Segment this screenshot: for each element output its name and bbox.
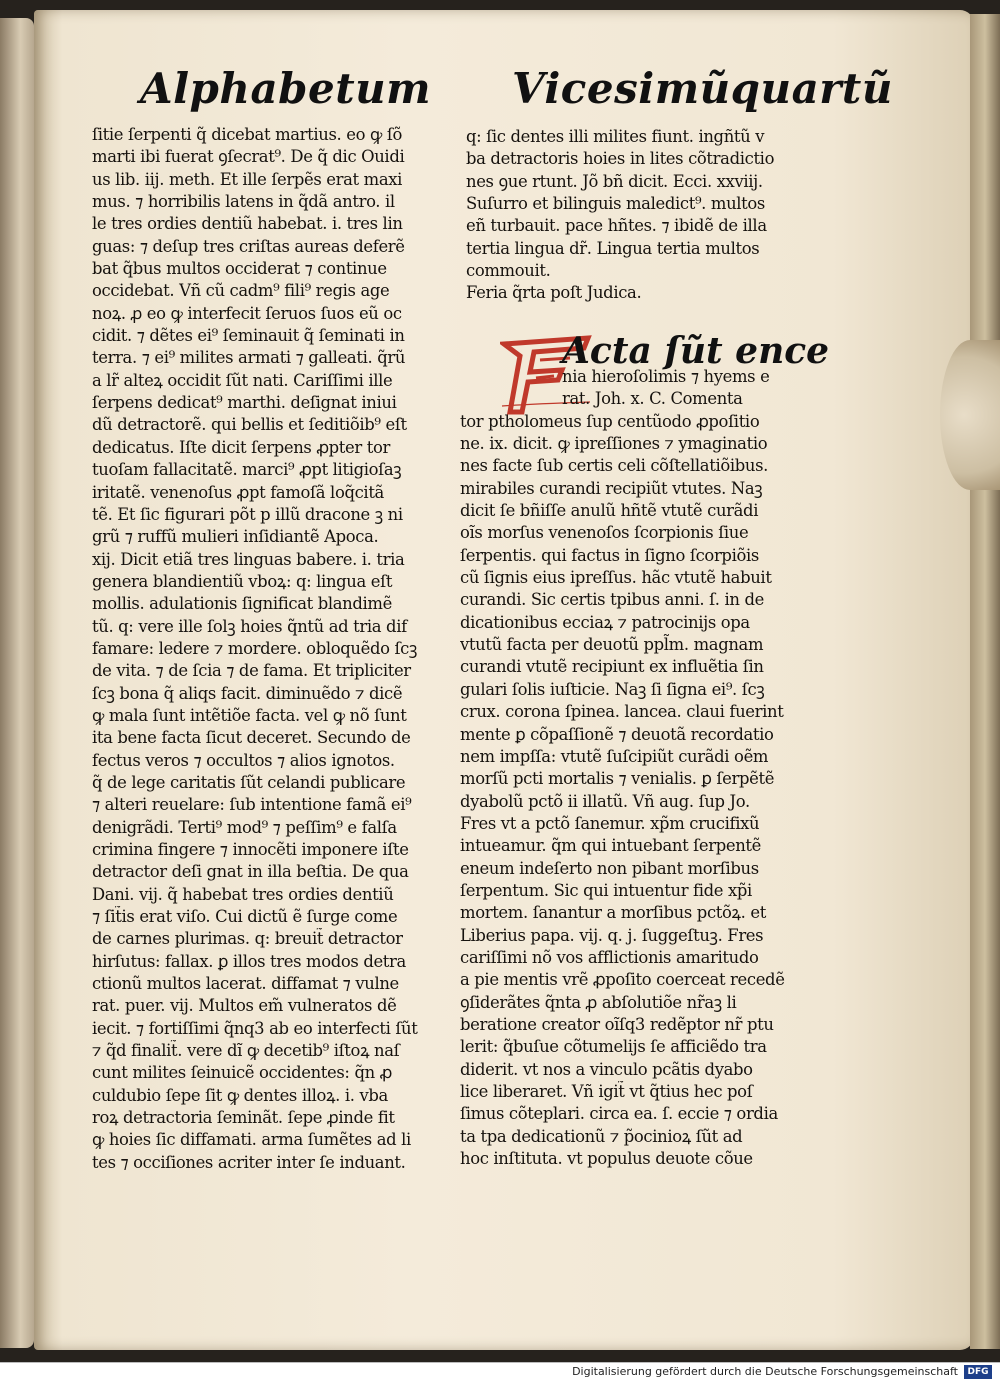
text-line: dedicatus. Iſte dicit ſerpens ꝓpter tor — [92, 437, 390, 457]
text-line: gulari ſolis iuſticie. Naꝫ ſi ſigna ei⁹. ſcꝫ — [460, 679, 765, 699]
text-line: rat. Joh. x. C. Comenta — [562, 389, 743, 409]
text-line: oĩs morſus venenoſos ſcorpionis ſiue — [460, 523, 749, 543]
text-line: mollis. adulationis ſignificat blandimẽ — [92, 594, 392, 614]
page-clip — [940, 340, 1000, 490]
text-line: a lr̃ alteꝝ occidit ſũt nati. Cariſſimi ille — [92, 370, 393, 390]
text-line: vtutũ facta per deuotũ ppl̃m. magnam — [460, 635, 764, 655]
text-line: curandi. Sic certis tpibus anni. ſ. in de — [460, 590, 764, 610]
text-line: ita bene facta ſicut deceret. Secundo de — [92, 728, 411, 748]
text-line: ſimus cõteplari. circa ea. ſ. eccie ⁊ ordia — [460, 1104, 778, 1124]
text-line: morſũ pcti mortalis ⁊ venialis. ꝑ ſerpẽtẽ — [460, 769, 775, 789]
text-line: ctionũ multos lacerat. diffamat ⁊ vulne — [92, 974, 399, 994]
text-line: roꝝ detractoria ſeminãt. ſepe ꝓinde fit — [92, 1108, 395, 1128]
text-line: hoc inſtituta. vt populus deuote cõue — [460, 1149, 753, 1169]
dfg-logo: DFG — [964, 1365, 992, 1379]
text-line: genera blandientiũ vboꝝ: q: lingua eſt — [92, 571, 393, 591]
text-line: ſitie ſerpenti q̃ dicebat martius. eo ꝙ ſõ — [92, 125, 403, 144]
text-line: occidebat. Vñ cũ cadm⁹ fili⁹ regis age — [92, 281, 390, 301]
text-line: de vita. ⁊ de ſcia ⁊ de fama. Et tripliciter — [92, 661, 411, 681]
text-line: Fres vt a pctõ ſanemur. xp̃m crucifixũ — [460, 813, 760, 833]
text-line: beratione creator oĩſq3 redẽptor nr̃ ptu — [460, 1014, 774, 1034]
text-line: famare: ledere ⁊ mordere. obloquẽdo ſcꝫ — [92, 638, 418, 658]
text-line: ſerpens dedicat⁹ marthi. deſignat iniui — [92, 393, 397, 413]
text-line: ꝯſiderãtes q̃nta ꝓ abſolutiõe nr̃aꝫ li — [460, 992, 737, 1012]
text-line: de carnes plurimas. q: breuit̃ detractor — [92, 929, 403, 949]
text-line: guas: ⁊ deſup tres criſtas aureas deferẽ — [92, 236, 405, 256]
text-line: xij. Dicit etiã tres linguas babere. i. tria — [92, 549, 405, 569]
text-line: cidit. ⁊ dẽtes ei⁹ ſeminauit q̃ ſeminati in — [92, 326, 405, 346]
text-line: q̃ de lege caritatis ſũt celandi publicare — [92, 772, 406, 792]
text-line: iecit. ⁊ fortiſſimi q̃nq3 ab eo interfecti ſũt — [92, 1018, 418, 1038]
text-line: ta tpa dedicationũ ⁊ p̃ocinioꝝ ſũt ad — [460, 1126, 743, 1146]
left-page-edge — [0, 18, 34, 1348]
text-line: mortem. ſanantur a morſibus pctõꝝ. et — [460, 903, 766, 923]
text-line: bat q̃bus multos occiderat ⁊ continue — [92, 259, 387, 279]
text-line: noꝝ. ꝓ eo ꝙ interfecit ſeruos ſuos eũ oc — [92, 303, 402, 323]
right-column-main — [460, 366, 832, 1170]
text-line: Liberius papa. vij. q. j. ſuggeſtuꝫ. Fres — [460, 925, 764, 945]
text-line: curandi vtutẽ recipiunt ex influẽtia ſin — [460, 657, 764, 677]
right-column-top — [466, 126, 832, 305]
text-line: q: ſic dentes illi milites fiunt. ingñtũ v — [466, 127, 765, 146]
text-line: nes facte ſub certis celi cõſtellatiõibus. — [460, 456, 769, 476]
text-line: denigrãdi. Terti⁹ mod⁹ ⁊ peſſim⁹ e falſa — [92, 817, 397, 837]
text-line: ⁊ q̃d finalit̃. vere dĩ ꝙ decetib⁹ iſtoꝝ naſ — [92, 1041, 400, 1061]
text-line: mente ꝑ cõpaſſionẽ ⁊ deuotã recordatio — [460, 724, 774, 744]
text-line: us lib. iij. meth. Et ille ſerpẽs erat maxi — [92, 169, 403, 189]
text-line: Feria q̃rta poſt Judica. — [466, 283, 642, 303]
text-line: intueamur. q̃m qui intuebant ſerpentẽ — [460, 836, 762, 856]
text-line: dicit ſe bñiſſe anulũ hñtẽ vtutẽ curãdi — [460, 501, 759, 521]
text-line: tũ. q: vere ille ſolꝫ hoies q̃ntũ ad tria dif — [92, 616, 407, 636]
text-line: iritatẽ. venenoſus ꝓpt famoſã loq̃citã — [92, 482, 384, 502]
text-line: lerit: q̃buſue cõtumelijs ſe afficiẽdo tra — [460, 1037, 767, 1057]
text-line: ꝙ mala ſunt intẽtiõe facta. vel ꝙ nõ ſunt — [92, 705, 407, 725]
text-line: mus. ⁊ horribilis latens in q̃dã antro. il — [92, 192, 395, 212]
incipit-phrase: Acta ſũt ence — [562, 330, 830, 372]
text-line: grũ ⁊ ruffũ mulieri inſidiantẽ Apoca. — [92, 527, 379, 547]
text-line: nia hieroſolimis ⁊ hyems e — [562, 367, 770, 386]
text-line: cunt milites ſeinuicẽ occidentes: q̃n ꝓ — [92, 1063, 393, 1083]
text-line: mirabiles curandi recipiũt vtutes. Naꝫ — [460, 478, 763, 498]
text-line: ſerpentis. qui factus in ſigno ſcorpiõis — [460, 545, 759, 565]
text-line: nes ꝯue rtunt. Jõ bñ dicit. Ecci. xxviij. — [466, 171, 763, 191]
text-line: tertia lingua dr̃. Lingua tertia multos — [466, 238, 760, 258]
text-line: tor ptholomeus ſup centũodo ꝓpoſitio — [460, 411, 760, 431]
text-line: tuoſam fallacitatẽ. marci⁹ ꝓpt litigioſaꝫ — [92, 460, 402, 480]
text-line: dũ detractorẽ. qui bellis et ſeditiõib⁹ eſt — [92, 415, 407, 435]
text-line: ⁊ alteri reuelare: ſub intentione famã ei⁹ — [92, 795, 412, 815]
footer-bar — [0, 1362, 1000, 1382]
text-line: marti ibi fuerat ꝯſecrat⁹. De q̃ dic Ouidi — [92, 147, 405, 167]
running-head-right: Vicesimũquartũ — [512, 64, 893, 113]
text-line: fectus veros ⁊ occultos ⁊ alios ignotos. — [92, 750, 395, 770]
text-line: ba detractoris hoies in lites cõtradictio — [466, 149, 775, 169]
text-line: Suſurro et bilinguis maledict⁹. multos — [466, 194, 765, 214]
text-line: dyabolũ pctõ ii illatũ. Vñ aug. ſup Jo. — [460, 791, 750, 811]
text-line: ſerpentum. Sic qui intuentur fide xp̃i — [460, 880, 752, 900]
text-line: Dani. vij. q̃ habebat tres ordies dentiũ — [92, 884, 394, 904]
text-line: eñ turbauit. pace hñtes. ⁊ ibidẽ de illa — [466, 216, 767, 236]
running-head-left: Alphabetum — [140, 64, 432, 113]
text-line: ⁊ ſit̃is erat viſo. Cui dictũ ẽ ſurge come — [92, 907, 398, 927]
text-line: commouit. — [466, 261, 551, 281]
text-line: rat. puer. vij. Multos em̃ vulneratos dẽ — [92, 996, 397, 1016]
text-line: tẽ. Et ſic figurari põt p illũ dracone ꝫ ni — [92, 504, 403, 524]
left-column — [92, 124, 452, 1174]
text-line: nem impſſa: vtutẽ ſuſcipiũt curãdi oẽm — [460, 746, 769, 766]
text-line: culdubio ſepe ſit ꝙ dentes illoꝝ. i. vba — [92, 1085, 388, 1105]
text-line: detractor deſi gnat in illa beſtia. De qua — [92, 862, 409, 882]
text-line: ne. ix. dicit. ꝙ ipreſſiones ⁊ ymaginatio — [460, 434, 768, 454]
text-line: tes ⁊ occiſiones acriter inter ſe induant. — [92, 1152, 406, 1172]
right-page-edge — [970, 14, 1000, 1349]
text-line: cariſſimi nõ vos afflictionis amaritudo — [460, 947, 759, 967]
text-line: ꝙ hoies ſic diffamati. arma ſumẽtes ad li — [92, 1130, 411, 1150]
text-line: crimina fingere ⁊ innocẽti imponere iſte — [92, 840, 409, 859]
funding-credit: Digitalisierung gefördert durch die Deutsche Forschungsgemeinschaft — [572, 1365, 958, 1378]
text-line: cũ ſignis eius ipreſſus. hãc vtutẽ habuit — [460, 568, 772, 588]
text-line: a pie mentis vrẽ ꝓpoſito coerceat recedẽ — [460, 970, 785, 990]
text-line: eneum indeſerto non pibant morſibus — [460, 858, 759, 878]
text-line: hirſutus: fallax. ꝑ illos tres modos detra — [92, 951, 406, 971]
text-line: terra. ⁊ ei⁹ milites armati ⁊ galleati. q̃rũ — [92, 348, 406, 368]
text-line: dicationibus ecciaꝝ ⁊ patrocinijs opa — [460, 612, 750, 632]
text-line: le tres ordies dentiũ habebat. i. tres lin — [92, 214, 403, 234]
text-line: lice liberaret. Vñ igit̃ vt q̃tius hec poſ — [460, 1082, 753, 1101]
text-line: ſcꝫ bona q̃ aliqs facit. diminuẽdo ⁊ dicẽ — [92, 683, 403, 703]
text-line: crux. corona ſpinea. lancea. claui fuerint — [460, 702, 784, 722]
text-line: diderit. vt nos a vinculo pcãtis dyabo — [460, 1059, 753, 1079]
